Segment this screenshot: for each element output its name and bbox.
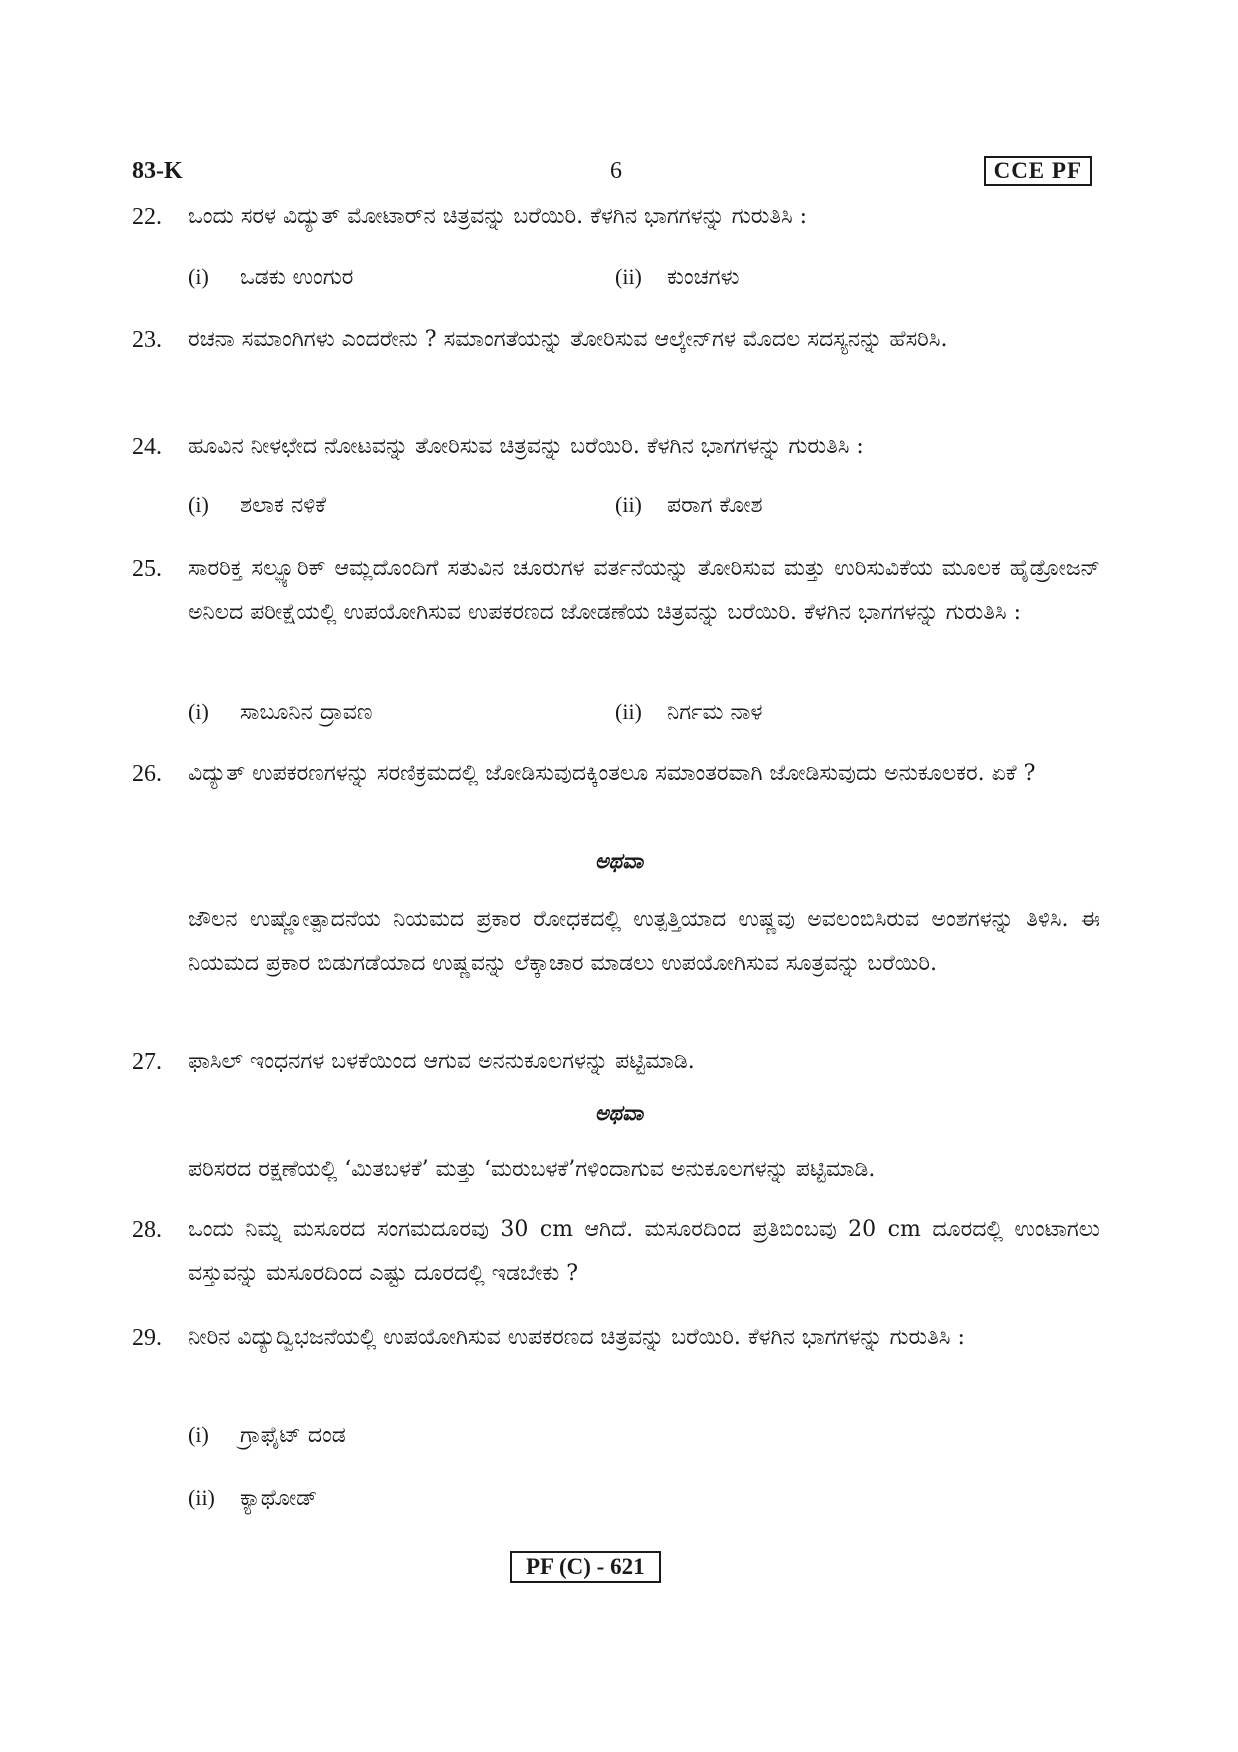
sub-item-text: ಕ್ಯಾಥೋಡ್ [240, 1486, 318, 1511]
sub-item-text: ಕುಂಚಗಳು [667, 265, 740, 290]
question-text: ಸಾರರಿಕ್ತ ಸಲ್ಫ್ಯೂರಿಕ್ ಆಮ್ಲದೊಂದಿಗೆ ಸತುವಿನ ಚೂರುಗಳ ವರ್ತನೆಯನ್ನು ತೋರಿಸುವ ಮತ್ತು ಉರಿಸುವಿಕೆಯ ಮೂಲಕ ಹೈಡ್ರೋಜನ್ ಅನಿಲದ ಪರೀಕ್ಷೆಯಲ್ಲಿ ಉಪಯೋಗಿಸುವ ಉಪಕರಣದ ಜೋಡಣೆಯ ಚಿತ್ರವನ್ನು ಬರೆಯಿರಿ. ಕೆಳಗಿನ ಭಾಗಗಳನ್ನು ಗುರುತಿಸಿ : [188, 556, 1100, 625]
or-separator: ಅಥವಾ [594, 1100, 644, 1125]
sub-item-number: (i) [188, 264, 209, 289]
or-separator: ಅಥವಾ [594, 848, 644, 873]
alternative-question: ಜೌಲನ ಉಷ್ಣೋತ್ಪಾದನೆಯ ನಿಯಮದ ಪ್ರಕಾರ ರೋಧಕದಲ್ಲಿ ಉತ್ಪತ್ತಿಯಾದ ಉಷ್ಣವು ಅವಲಂಬಿಸಿರುವ ಅಂಶಗಳನ್ನು ತಿಳಿಸಿ. ಈ ನಿಯಮದ ಪ್ರಕಾರ ಬಿಡುಗಡೆಯಾದ ಉಷ್ಣವನ್ನು ಲೆಕ್ಕಾಚಾರ ಮಾಡಲು ಉಪಯೋಗಿಸುವ ಸೂತ್ರವನ್ನು ಬರೆಯಿರಿ. [188, 907, 1100, 976]
sub-item-number: (i) [188, 1422, 209, 1447]
question-number: 25. [132, 556, 162, 582]
question-number: 24. [132, 434, 162, 460]
question-number: 26. [132, 761, 162, 787]
question-29 [132, 1316, 1100, 1360]
question-text: ರಚನಾ ಸಮಾಂಗಿಗಳು ಎಂದರೇನು ? ಸಮಾಂಗತೆಯನ್ನು ತೋರಿಸುವ ಆಲ್ಕೇನ್‌ಗಳ ಮೊದಲ ಸದಸ್ಯನನ್ನು ಹೆಸರಿಸಿ. [188, 327, 948, 352]
sub-item-text: ನಿರ್ಗಮ ನಾಳ [667, 700, 763, 725]
sub-item-number: (ii) [615, 699, 642, 724]
sub-item [188, 262, 353, 293]
sub-item [615, 697, 762, 728]
paper-code: 83-K [132, 158, 183, 184]
sub-item-number: (ii) [615, 264, 642, 289]
question-27 [132, 1040, 1100, 1084]
sub-item-number: (i) [188, 492, 209, 517]
question-number: 22. [132, 204, 162, 230]
question-number: 29. [132, 1325, 162, 1351]
sub-item [188, 490, 326, 521]
question-number: 27. [132, 1049, 162, 1075]
question-text: ಒಂದು ನಿಮ್ನ ಮಸೂರದ ಸಂಗಮದೂರವು 30 cm ಆಗಿದೆ. ಮಸೂರದಿಂದ ಪ್ರತಿಬಿಂಬವು 20 cm ದೂರದಲ್ಲಿ ಉಂಟಾಗಲು ವಸ್ತುವನ್ನು ಮಸೂರದಿಂದ ಎಷ್ಟು ದೂರದಲ್ಲಿ ಇಡಬೇಕು ? [188, 1217, 1100, 1286]
question-number: 23. [132, 327, 162, 353]
question-25 [132, 547, 1100, 635]
sub-item-text: ಗ್ರಾಫೈಟ್ ದಂಡ [240, 1423, 346, 1448]
question-24 [132, 425, 1100, 469]
question-text: ವಿದ್ಯುತ್ ಉಪಕರಣಗಳನ್ನು ಸರಣಿಕ್ರಮದಲ್ಲಿ ಜೋಡಿಸುವುದಕ್ಕಿಂತಲೂ ಸಮಾಂತರವಾಗಿ ಜೋಡಿಸುವುದು ಅನುಕೂಲಕರ. ಏಕೆ ? [188, 761, 1036, 786]
sub-item [188, 1483, 317, 1514]
question-26 [132, 752, 1100, 796]
sub-item-text: ಒಡಕು ಉಂಗುರ [240, 265, 354, 290]
sub-item-text: ಸಾಬೂನಿನ ದ್ರಾವಣ [240, 700, 373, 725]
question-text: ಫಾಸಿಲ್ ಇಂಧನಗಳ ಬಳಕೆಯಿಂದ ಆಗುವ ಅನನುಕೂಲಗಳನ್ನು ಪಟ್ಟಿಮಾಡಿ. [188, 1049, 695, 1074]
sub-item-number: (i) [188, 699, 209, 724]
sub-item-text: ಶಲಾಕ ನಳಿಕೆ [240, 493, 326, 518]
question-28 [132, 1208, 1100, 1296]
question-text: ಹೂವಿನ ನೀಳಛೇದ ನೋಟವನ್ನು ತೋರಿಸುವ ಚಿತ್ರವನ್ನು ಬರೆಯಿರಿ. ಕೆಳಗಿನ ಭಾಗಗಳನ್ನು ಗುರುತಿಸಿ : [188, 434, 864, 459]
alternative-question: ಪರಿಸರದ ರಕ್ಷಣೆಯಲ್ಲಿ ‘ಮಿತಬಳಕೆ’ ಮತ್ತು ‘ಮರುಬಳಕೆ’ಗಳಿಂದಾಗುವ ಅನುಕೂಲಗಳನ್ನು ಪಟ್ಟಿಮಾಡಿ. [188, 1157, 876, 1182]
sub-item [188, 1420, 346, 1451]
sub-item [615, 262, 740, 293]
question-number: 28. [132, 1217, 162, 1243]
question-text: ನೀರಿನ ವಿದ್ಯುದ್ವಿಭಜನೆಯಲ್ಲಿ ಉಪಯೋಗಿಸುವ ಉಪಕರಣದ ಚಿತ್ರವನ್ನು ಬರೆಯಿರಿ. ಕೆಳಗಿನ ಭಾಗಗಳನ್ನು ಗುರುತಿಸಿ : [188, 1325, 965, 1350]
page-number: 6 [610, 158, 622, 184]
question-23 [132, 318, 1100, 362]
question-22 [132, 195, 1100, 239]
sub-item-number: (ii) [188, 1485, 215, 1510]
sub-item [188, 697, 373, 728]
sub-item-number: (ii) [615, 492, 642, 517]
sub-item [615, 490, 763, 521]
page-header [132, 158, 1100, 188]
sub-item-text: ಪರಾಗ ಕೋಶ [667, 493, 763, 518]
exam-series-box: CCE PF [984, 156, 1092, 186]
question-text: ಒಂದು ಸರಳ ವಿದ್ಯುತ್ ಮೋಟಾರ್‌ನ ಚಿತ್ರವನ್ನು ಬರೆಯಿರಿ. ಕೆಳಗಿನ ಭಾಗಗಳನ್ನು ಗುರುತಿಸಿ : [188, 204, 808, 229]
footer-code-box: PF (C) - 621 [510, 1551, 661, 1583]
